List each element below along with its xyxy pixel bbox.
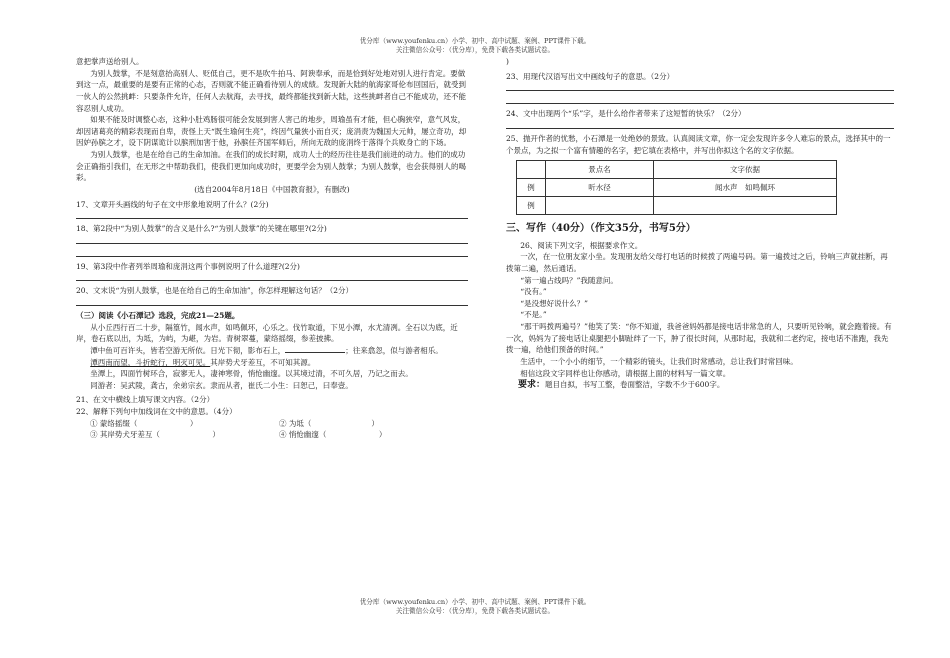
word-item-1: ① 蒙络摇缀（ ） — [90, 418, 198, 428]
header-line-2: 关注微信公众号：（优分库），免费下载各类试题试卷。 — [395, 45, 555, 54]
passage-paragraph-3: 如果不能及时调整心态，这种小肚鸡肠很可能会发展到害人害己的地步，周瑜虽有才能，但心胸狭窄，意气风发，却因诸葛亮的精彩表现而自卑，责怪上天“既生瑜何生亮”，终因气量狭小而自灭；庞涓责为魏国大元帅，屡立奇功，却因妒孙膑之才，设下阴谋诡计以膑刑加害于他，孙膑任齐国军师后，所向无敌的庞涓终于落得个兵败身亡的下场。 — [76, 115, 467, 148]
answer-line-24[interactable] — [506, 120, 894, 129]
underlined-sentence: 潭西南而望，斗折蛇行，明灭可见。 — [90, 357, 211, 367]
table-row — [517, 179, 837, 197]
right-column — [506, 56, 894, 393]
essay-material-3: “没有。” — [520, 287, 547, 297]
answer-line-18b[interactable] — [76, 248, 468, 257]
question-25: 25、抛开作者的忧愁，小石潭是一处绝妙的景致。认真阅读文章，你一定会发现许多令人难忘的景点，选择其中的一个景点，为之拟一个富有情趣的名字，把它填在表格中，并写出你拟这个名的文字依据。 — [506, 133, 891, 155]
passage-opening: 意把掌声送给别人。 — [76, 57, 144, 66]
writing-section-title: 三、写作（40分）（作文35分，书写5分） — [506, 223, 696, 235]
table-header-cell: 文字依据 — [654, 161, 837, 179]
question-23: 23、用现代汉语写出文中画线句子的意思。（2分） — [506, 71, 675, 81]
header-line-1: 优分库（www.youfenku.cn）小学、初中、高中试题、案例、PPT课件下载。 — [359, 37, 591, 45]
answer-line-23[interactable] — [506, 82, 894, 91]
essay-material-8: 相信这段文字同样也让你感动，请根据上面的材料写一篇文章。 — [520, 368, 731, 378]
answer-line-18[interactable] — [76, 235, 468, 244]
requirements-text: 题目自拟，书写工整，卷面整洁，字数不少于600字。 — [545, 380, 725, 390]
table-header-cell — [517, 161, 546, 179]
fill-blank-21[interactable] — [285, 345, 345, 353]
essay-material-1: 一次，在一位朋友家小坐。发现朋友给父母打电话的时候拨了两遍号码。第一遍拨过之后，铃响三声就挂断，再拨第二遍，然后通话。 — [506, 252, 888, 273]
passage-paragraph-2: 为别人鼓掌，不是刻意抬高别人、贬低自己，更不是吹牛拍马、阿谀奉承，而是恰到好处地对别人进行肯定。要做到这一点，最重要的是要有正常的心态，否则就不能正确看待别人的成绩。发现新大陆的航海家哥伦布回国后，就受到一伙人的公然挑衅：只要条件允许，任何人去航海，去寻找，最终都能找到新大陆，这些挑衅者自己不能成功，还不能容忍别人成功。 — [76, 68, 466, 113]
word-item-3: ③ 其岸势犬牙差互（ ） — [90, 430, 220, 440]
table-cell: 例 — [517, 197, 546, 215]
section-3-title: （三）阅读《小石潭记》选段，完成21—25题。 — [76, 311, 240, 320]
table-cell: 听水径 — [546, 179, 654, 197]
table-cell: 例 — [517, 179, 546, 197]
essay-material-5: “不是。” — [520, 310, 547, 320]
classical-p2-end: ；往来翕忽，似与游者相乐。 — [345, 345, 443, 355]
answer-line-23b[interactable] — [506, 95, 894, 104]
question-19: 19、第3段中作者列举周瑜和庞涓这两个事例说明了什么道理?(2分) — [76, 261, 300, 271]
classical-paragraph-3 — [76, 357, 468, 369]
word-item-2: ② 为坻（ ） — [279, 418, 379, 428]
question-22: 22、解释下列句中加线词在文中的意思。（4分） — [76, 407, 237, 416]
scenic-spot-table — [516, 160, 837, 215]
passage-source: (选自2004年8月18日《中国教育报》，有删改) — [194, 184, 350, 194]
answer-line-17[interactable] — [76, 210, 468, 219]
table-cell: 闻水声 如鸣佩环 — [654, 179, 837, 197]
table-header-cell: 景点名 — [546, 161, 654, 179]
essay-material-7: 生活中，一个小小的细节，一个精彩的镜头，让我们时常感动，总让我们时常回味。 — [520, 356, 798, 366]
essay-requirements — [506, 379, 894, 393]
table-header-row — [517, 161, 837, 179]
question-17: 17、文章开头画线的句子在文中形象地说明了什么？(2分) — [76, 199, 269, 209]
classical-p2-start: 潭中鱼可百许头，皆若空游无所依。日光下彻，影布石上， — [90, 345, 286, 355]
page-header — [0, 37, 950, 54]
question-20: 20、文末说“为别人鼓掌，也是在给自己的生命加油”，你怎样理解这句话？（2分） — [76, 286, 353, 296]
answer-line-19[interactable] — [76, 272, 468, 281]
table-cell[interactable] — [654, 197, 837, 215]
left-column — [76, 56, 468, 441]
essay-material-6: “那干吗拨两遍号？”他笑了笑：“你不知道，我爸爸妈妈都是接电话非常急的人，只要听见铃响，就会跑着接。有一次，妈妈为了接电话让桌腿把小脚趾绊了一下，肿了很长时间，从那时起，我就和二老约定，接电话不准跑，我先拨一遍，给他们预备的时间。” — [506, 322, 892, 355]
page-footer — [0, 598, 950, 615]
question-24: 24、文中出现两个“乐”字，是什么给作者带来了这短暂的快乐？（2分） — [506, 109, 746, 119]
word-items-row-1 — [76, 418, 468, 430]
classical-paragraph-4: 坐潭上，四面竹树环合，寂寥无人，凄神寒骨，悄怆幽邃。以其境过清，不可久居，乃记之而去。 — [90, 369, 413, 379]
requirements-label: 要求： — [518, 380, 546, 391]
table-row — [517, 197, 837, 215]
closing-paren: ) — [506, 57, 509, 66]
footer-line-1: 优分库（www.youfenku.cn）小学、初中、高中试题、案例、PPT课件下载。 — [359, 598, 591, 606]
essay-material-4: “是没想好说什么？” — [520, 298, 588, 308]
question-26: 26、阅读下列文字，根据要求作文。 — [520, 240, 643, 250]
footer-line-2: 关注微信公众号：（优分库），免费下载各类试题试卷。 — [395, 606, 555, 615]
classical-paragraph-1: 从小丘西行百二十步，隔篁竹，闻水声，如鸣佩环，心乐之。伐竹取道，下见小潭，水尤清冽。全石以为底，近岸，卷石底以出，为坻，为屿，为嵁，为岩。青树翠蔓，蒙络摇缀，参差披拂。 — [76, 322, 458, 344]
word-item-4: ④ 悄怆幽邃（ ） — [279, 430, 387, 440]
question-18: 18、第2段中“为别人鼓掌”的含义是什么?“为别人鼓掌”的关键在哪里?(2分) — [76, 224, 327, 234]
answer-line-20[interactable] — [76, 297, 468, 306]
passage-paragraph-4: 为别人鼓掌，也是在给自己的生命加油。在我们的成长时期，成功人士的经历往往是我们前进的动力。他们的成功会正确指引我们，在无形之中帮助我们，使我们更加向成功时，更要学会为别人鼓掌；为别人鼓掌，也会获得别人的喝彩。 — [76, 150, 466, 183]
classical-paragraph-2 — [76, 345, 468, 357]
essay-material-2: “第一遍占线吗？”我随意问。 — [520, 275, 618, 285]
table-cell[interactable] — [546, 197, 654, 215]
classical-p3-end: 其岸势犬牙差互，不可知其源。 — [210, 357, 316, 367]
question-21: 21、在文中横线上填写课文内容。（2分） — [76, 395, 215, 405]
word-items-row-2 — [76, 429, 468, 441]
classical-paragraph-5: 同游者：吴武陵，龚古，余弟宗玄。隶而从者，崔氏二小生：曰恕己，曰奉壹。 — [90, 380, 353, 390]
